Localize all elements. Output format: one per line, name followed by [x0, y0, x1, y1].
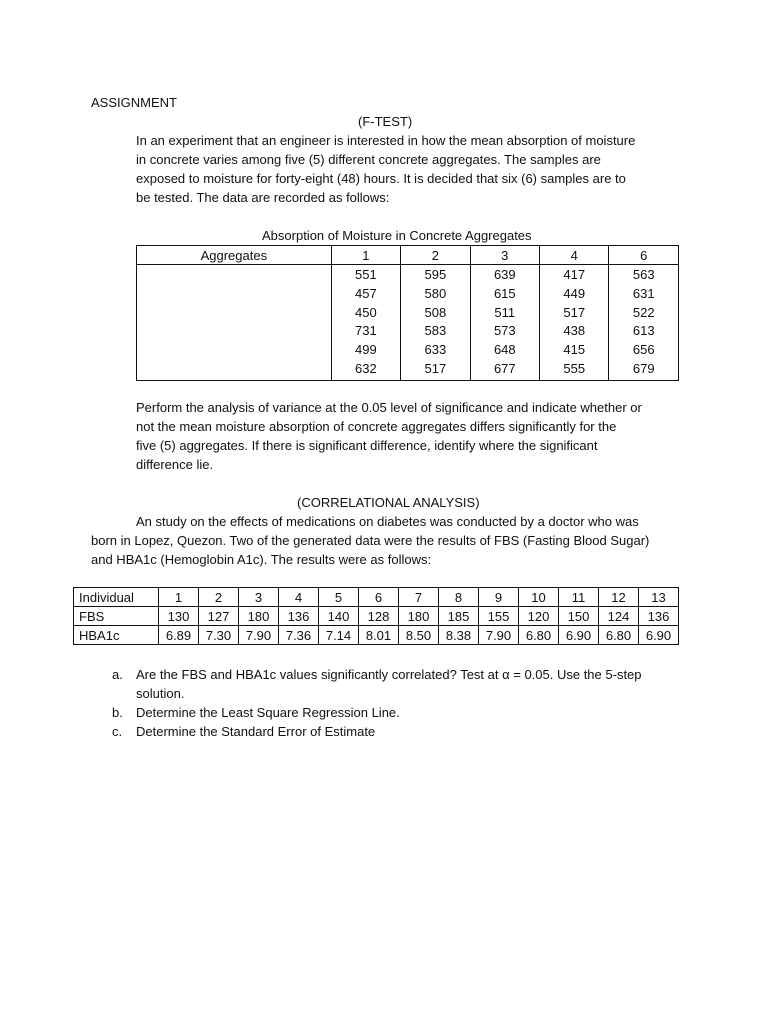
- question-item: [112, 665, 712, 703]
- question-text-line: Determine the Least Square Regression Line.: [136, 705, 400, 720]
- aggregate-col-1: 1: [331, 246, 400, 265]
- individual-row: [74, 588, 679, 607]
- hba1c-cell: 6.90: [559, 626, 599, 645]
- question-text-line: solution.: [136, 686, 185, 701]
- question-item: [112, 722, 712, 741]
- assignment-heading: ASSIGNMENT: [91, 95, 177, 110]
- ftest-table-caption: Absorption of Moisture in Concrete Aggregates: [262, 228, 532, 243]
- row-label-individual: Individual: [74, 588, 159, 607]
- aggregate-value-cell: 517: [563, 304, 586, 320]
- correlation-intro-line-1: An study on the effects of medications on diabetes was conducted by a doctor who was: [136, 514, 639, 529]
- individuals-cell: 5: [319, 588, 359, 607]
- ftest-instruction-line-4: difference lie.: [136, 457, 214, 472]
- aggregate-value-cell: 632: [355, 360, 377, 376]
- aggregate-col-5: 6: [609, 246, 679, 265]
- aggregate-value-cell: 648: [493, 342, 516, 358]
- fbs-cell: 140: [319, 607, 359, 626]
- question-item: [112, 703, 712, 722]
- hba1c-cell: 7.36: [279, 626, 319, 645]
- hba1c-cell: 6.80: [519, 626, 559, 645]
- fbs-row: [74, 607, 679, 626]
- fbs-cell: 128: [359, 607, 399, 626]
- aggregate-value-cell: 633: [424, 342, 447, 358]
- aggregate-values: [470, 265, 539, 381]
- aggregates-empty-cell: [137, 265, 332, 381]
- aggregate-col-3: 3: [470, 246, 539, 265]
- aggregate-values: [401, 265, 470, 381]
- hba1c-cell: 7.14: [319, 626, 359, 645]
- aggregate-col-4: 4: [540, 246, 609, 265]
- ftest-instruction-line-3: five (5) aggregates. If there is significant difference, identify where the significant: [136, 438, 598, 453]
- question-text-line: Are the FBS and HBA1c values significantly correlated? Test at α = 0.05. Use the 5-step: [136, 667, 642, 682]
- individuals-cell: 8: [439, 588, 479, 607]
- fbs-cell: 130: [159, 607, 199, 626]
- fbs-cell: 150: [559, 607, 599, 626]
- aggregate-value-cell: 573: [493, 323, 516, 339]
- hba1c-cell: 6.89: [159, 626, 199, 645]
- aggregate-values: [609, 265, 679, 381]
- aggregate-col-2: 2: [401, 246, 470, 265]
- fbs-cell: 127: [199, 607, 239, 626]
- row-label-hba1c: HBA1c: [74, 626, 159, 645]
- hba1c-cell: 8.38: [439, 626, 479, 645]
- aggregate-value-cell: 511: [494, 304, 516, 320]
- aggregates-header-label: Aggregates: [137, 246, 332, 265]
- individuals-cell: 9: [479, 588, 519, 607]
- aggregate-value-cell: 449: [563, 285, 586, 301]
- aggregate-value-cell: 731: [355, 323, 377, 339]
- aggregate-value-cell: 595: [424, 267, 447, 282]
- individuals-cell: 10: [519, 588, 559, 607]
- aggregates-header-row: [137, 246, 679, 265]
- correlation-title: (CORRELATIONAL ANALYSIS): [297, 495, 480, 510]
- fbs-cell: 180: [239, 607, 279, 626]
- hba1c-cell: 8.01: [359, 626, 399, 645]
- fbs-cell: 124: [599, 607, 639, 626]
- aggregate-value-cell: 563: [632, 267, 655, 282]
- aggregate-value-cell: 551: [355, 267, 377, 282]
- question-marker: c.: [112, 724, 123, 739]
- aggregate-value-cell: 499: [355, 342, 377, 358]
- aggregate-value-cell: 639: [493, 267, 516, 282]
- fbs-cell: 136: [279, 607, 319, 626]
- ftest-intro-line-3: exposed to moisture for forty-eight (48) hours. It is decided that six (6) samples are to: [136, 171, 626, 186]
- aggregate-value-cell: 417: [563, 267, 586, 282]
- fbs-cell: 180: [399, 607, 439, 626]
- aggregate-value-cell: 415: [563, 342, 586, 358]
- aggregate-value-cell: 555: [563, 360, 586, 376]
- hba1c-cell: 7.30: [199, 626, 239, 645]
- aggregate-value-cell: 615: [493, 285, 516, 301]
- fbs-cell: 120: [519, 607, 559, 626]
- hba1c-cell: 6.90: [639, 626, 679, 645]
- individuals-cell: 2: [199, 588, 239, 607]
- aggregate-value-cell: 613: [632, 323, 655, 339]
- correlation-intro-line-3: and HBA1c (Hemoglobin A1c). The results were as follows:: [91, 552, 432, 567]
- aggregates-data-row: [137, 265, 679, 381]
- ftest-intro-line-2: in concrete varies among five (5) different concrete aggregates. The samples are: [136, 152, 601, 167]
- individuals-cell: 4: [279, 588, 319, 607]
- correlation-intro-line-2: born in Lopez, Quezon. Two of the generated data were the results of FBS (Fasting Blood Sugar): [91, 533, 650, 548]
- fbs-cell: 155: [479, 607, 519, 626]
- hba1c-cell: 7.90: [479, 626, 519, 645]
- aggregate-value-cell: 522: [632, 304, 655, 320]
- question-marker: b.: [112, 705, 123, 720]
- individuals-cell: 12: [599, 588, 639, 607]
- fbs-cell: 136: [639, 607, 679, 626]
- ftest-instruction-line-2: not the mean moisture absorption of concrete aggregates differs significantly for the: [136, 419, 617, 434]
- fbs-cell: 185: [439, 607, 479, 626]
- aggregate-value-cell: 677: [493, 360, 516, 376]
- ftest-intro-line-4: be tested. The data are recorded as follows:: [136, 190, 390, 205]
- hba1c-cell: 8.50: [399, 626, 439, 645]
- aggregate-value-cell: 508: [424, 304, 447, 320]
- hba1c-cell: 6.80: [599, 626, 639, 645]
- aggregate-values: [331, 265, 400, 381]
- aggregate-value-cell: 583: [424, 323, 447, 339]
- question-list: [112, 665, 712, 741]
- aggregate-value-cell: 580: [424, 285, 447, 301]
- individuals-cell: 1: [159, 588, 199, 607]
- individuals-cell: 6: [359, 588, 399, 607]
- row-label-fbs: FBS: [74, 607, 159, 626]
- individuals-cell: 11: [559, 588, 599, 607]
- hba1c-cell: 7.90: [239, 626, 279, 645]
- aggregate-value-cell: 450: [355, 304, 377, 320]
- aggregate-value-cell: 631: [632, 285, 655, 301]
- individuals-cell: 7: [399, 588, 439, 607]
- question-text-line: Determine the Standard Error of Estimate: [136, 724, 376, 739]
- individuals-cell: 13: [639, 588, 679, 607]
- aggregate-value-cell: 517: [424, 360, 447, 376]
- aggregate-value-cell: 679: [632, 360, 655, 376]
- question-marker: a.: [112, 667, 123, 682]
- aggregate-value-cell: 656: [632, 342, 655, 358]
- aggregate-values: [540, 265, 609, 381]
- aggregate-value-cell: 438: [563, 323, 586, 339]
- individuals-cell: 3: [239, 588, 279, 607]
- aggregate-value-cell: 457: [355, 285, 377, 301]
- ftest-instruction-line-1: Perform the analysis of variance at the 0.05 level of significance and indicate whether or: [136, 400, 642, 415]
- fbs-hba1c-table: [73, 587, 679, 645]
- aggregates-table: [136, 245, 679, 381]
- ftest-intro-line-1: In an experiment that an engineer is interested in how the mean absorption of moisture: [136, 133, 636, 148]
- ftest-title: (F-TEST): [358, 114, 413, 129]
- hba1c-row: [74, 626, 679, 645]
